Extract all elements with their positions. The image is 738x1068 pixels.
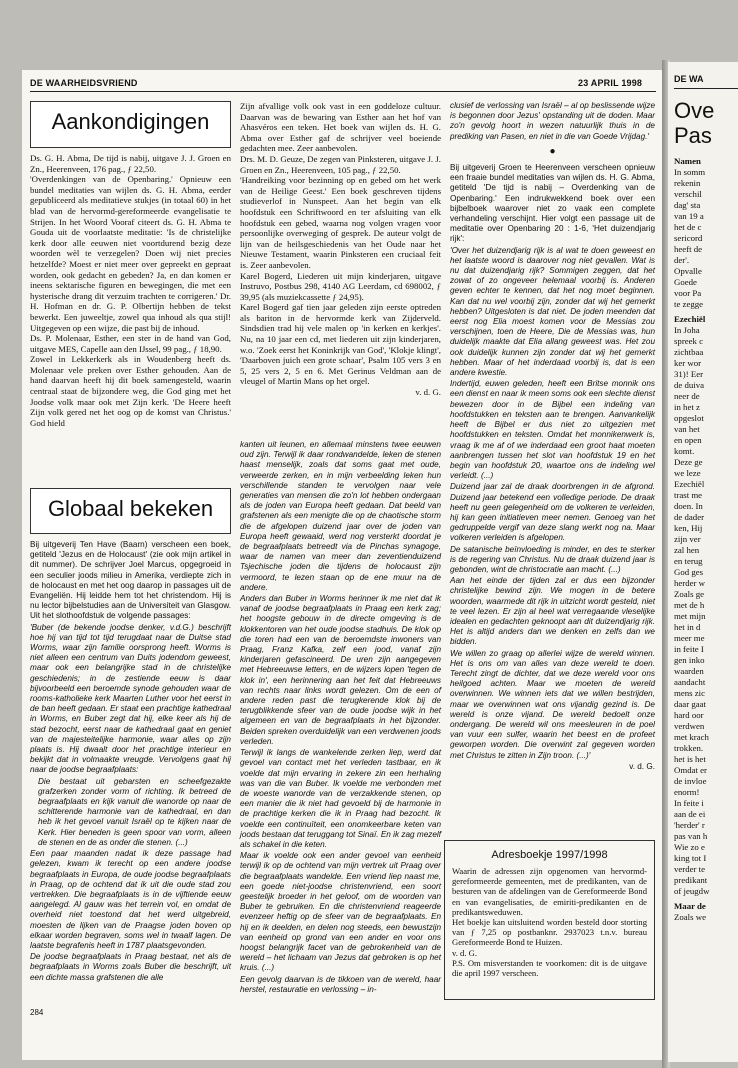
adresboekje-box xyxy=(444,840,655,1000)
next-page-line: Ezechiël xyxy=(674,479,705,489)
header-date: 23 APRIL 1998 xyxy=(578,78,643,88)
next-page-line: God ges xyxy=(674,567,704,577)
paragraph: Bij uitgeverij Groen te Heerenveen verscheen opnieuw een fraaie bundel meditaties van wijlen ds. H. G. Abma, getiteld 'De tijd is nabij – Overdenking van de Openbaring.' Een indrukwekkend boek over een bijbelboek waarover niet zo vaak een complete verhandeling verschijnt. Hier volgt een passage uit de meditatie over Openbaring 20 : 1-6, 'Het duizendjarig rijk': xyxy=(450,163,655,244)
next-page-line: met mijn xyxy=(674,611,706,621)
quote-paragraph: De joodse begraafplaats in Praag bestaat, net als de begraafplaats in Worms zoals Buber die beschrijft, uit een dichte massa grafstenen die alle xyxy=(30,952,231,982)
next-page-line: trokken. xyxy=(674,743,704,753)
quote-paragraph: Duizend jaar zal de draak doorbrengen in de afgrond. Duizend jaar betekend een volledige periode. De draak heeft nu geen gelegenheid om de volkeren te verleiden, hij kan geen initiatieven meer nemen. Genoeg van het gedruppelde vergif van deze slang werkt nog na. Maar volkeren verleiden is afgelopen. xyxy=(450,482,655,543)
next-page-line: de dader xyxy=(674,512,705,522)
paragraph: Drs. M. D. Geuze, De zegen van Pinksteren, uitgave J. J. Groen en Zn., Heerenveen, 105 pag., ƒ 22,50. xyxy=(240,153,441,175)
next-page-line: verschil xyxy=(674,189,702,199)
next-page-line: Wie zo e xyxy=(674,842,705,852)
quote-paragraph: De satanische beïnvloeding is minder, en des te sterker is de regering van Christus. Nu de draak duizend jaar is gebonden, wint de christocratie aan macht. (...) xyxy=(450,544,655,574)
paragraph: Karel Bogerd gaf tien jaar geleden zijn eerste optreden als bariton in de hervormde kerk van Zijderveld. Sindsdien trad hij vele malen op 'in kerken en kerkjes'. Nu, na 10 jaar een cd, met liederen uit zijn kinderjaren, w.o. 'Zoek eerst het Koninkrijk van God', 'Klokje klingt', 'Daarboven juich een grote schaar', Psalm 105 vers 3 en 5, 25 vers 2, 5 en 6. Met Gerinus Veldman aan de vleugel of Martin Mans op het orgel. xyxy=(240,302,441,387)
next-page-line: ken, Hij xyxy=(674,523,703,533)
paragraph: 'Overdenkingen van de Openbaring.' Opnieuw een bundel meditaties van wijlen ds. G. H. Abma, eerder gepubliceerd als meditatieve stukjes (in totaal 60) in het blad van de hervormd-gereformeerde evangelisatie te Strijen. In het Woord Vooraf citeert ds. G. H. Abma te Gouda uit de voorlaatste meditatie: 'Is de christelijke kerk door alle eeuwen niet voortdurend bezig deze woorden wèl te verzegelen? Doen wij niet precies hetzelfde? Moest er niet meer over gepreekt en gepraat worden, ook gedacht en gebeden? Ja, en dan komen er ineens sektarische figuren en bewegingen, die met een hysterische drang dit verzuim trachten te corrigeren.' Dr. H. Hofman en dr. G. P. Olbertijn hebben de tekst bewerkt. Een juweeltje, zowel qua inhoud als qua stijl! Uitgegeven op een wijze, die past bij de inhoud. xyxy=(30,174,231,333)
next-page-line: te zegge xyxy=(674,299,704,309)
next-page-line: het is het xyxy=(674,754,706,764)
next-page-line: zijn ver xyxy=(674,534,701,544)
quote-paragraph: Een gevolg daarvan is de tikkoen van de wereld, haar herstel, restauratie en verlossing – in- xyxy=(240,974,441,994)
paragraph: Ds. G. H. Abma, De tijd is nabij, uitgave J. J. Groen en Zn., Heerenveen, 176 pag., ƒ 22,50. xyxy=(30,153,231,174)
next-page-line: van 19 a xyxy=(674,211,704,221)
next-page-line: aandacht xyxy=(674,677,706,687)
next-page-line: meer me xyxy=(674,633,705,643)
quote-paragraph: We willen zo graag op allerlei wijze de wereld winnen. Het is ons om van alles van deze wereld te doen. Terecht zingt de dichter, dat we deze wereld voor ons heilgoed achten. Maar we moeten de wereld overwinnen. We winnen iets dat we willen bestrijden, maar we overwinnen wat ons vijandig gezind is. De wereld is onze vijand. De wereld bedoelt onze ondergang. De wereld wil ons meesleuren in de poel van vuur een sulfer, waarin het beest en de profeet geworpen worden. Die overwint zal gegeven worden met Christus te zitten in Zijn troon. (...)' xyxy=(450,648,655,760)
paragraph: Zijn afvallige volk ook vast in een goddeloze cultuur. Daarvan was de bewaring van Esther aan het hof van Ahasvéros een teken. Het boek van wijlen ds. H. G. Abma over Esther gaf de schrijver veel boeiende gedachten mee. Zeer aanbevolen. xyxy=(240,101,441,154)
next-page-line: Deze ge xyxy=(674,457,703,467)
next-page-line: met de h xyxy=(674,600,705,610)
next-page-line: of jeugdw xyxy=(674,886,710,896)
quote-paragraph: clusief de verlossing van Israël – al op beslissende wijze is begonnen door Jezus' opstanding uit de doden. Maar zo'n gevolg hoort in wezen natuurlijk thuis in de prediking van Pasen, en niet in die van Goede Vrijdag.' xyxy=(450,101,655,141)
next-page-line: In feite i xyxy=(674,798,704,808)
next-page-line: enorm! xyxy=(674,787,700,797)
next-page-line: verder te xyxy=(674,864,706,874)
next-page-line: ker wor xyxy=(674,358,702,368)
paragraph: Bij uitgeverij Ten Have (Baarn) verscheen een boek, getiteld 'Jezus en de Holocaust' (zie ook mijn artikel in dit nummer). De schrijver Joel Marcus, opgegroeid in een seculier joods milieu in Amerika, verdiepte zich in de holocaust en met het oog daarop in passages uit de Evangeliën. Hij leidde hem tot het christendom. Hij is nu lector bijbelstudies aan de Universiteit van Glasgow. Uit het slothoofdstuk de volgende passages: xyxy=(30,540,231,621)
column-3 xyxy=(450,101,655,773)
next-page-line: Opvalle xyxy=(674,266,702,276)
next-page-title: Ove Pas xyxy=(674,98,715,148)
quote-paragraph: 'Over het duizendjarig rijk is al wat te doen geweest en het laatste woord is daarover nog niet gevallen. Wat is nu dat duizendjarig rijk? Sommigen zeggen, dat het zowat of zo ongeveer helemaal voorbij is. Anderen geven echter te kennen, dat het nog moet beginnen. Kan dat nu wel voorbij zijn, zonder dat wij het gemerkt hebben? Uitgesloten is dat niet. De joden meenden dat eerst nog Elia moest komen voor de Messias zou verschijnen, toen de Heere, Die de Messias was, hun duidelijk maakte dat Elia allang geweest was. Het zou ook duidelijk kunnen zijn zonder dat wij het gemerkt hebben. Maar of het inderdaad voorbij is, dat is een andere kwestie. xyxy=(450,245,655,378)
section-title-aankondigingen: Aankondigingen xyxy=(30,101,231,148)
next-page-line: In Joha xyxy=(674,325,700,335)
quote-paragraph: Indertijd, euwen geleden, heeft een Britse monnik ons een dienst en naar ik meen soms ook een slechte dienst bewezen door in de Bijbel een indeling van hoofdstukken en teksten aan te brengen. Aanvankelijk heeft de Bijbel er dus niet zo uitgezien met hoofdstukken en teksten. Omdat het monnikenwerk is, vraag ik me af of we inderdaad een groot haat moeten aanbrengen tussen het slot van hoofdstuk 19 en het begin van hoofdstuk 20, waartoe ons de indeling wel verleidt. (...) xyxy=(450,379,655,481)
next-page-line: we leze xyxy=(674,468,701,478)
aankondigingen-column-2 xyxy=(240,101,441,398)
next-page-line: Zoals ge xyxy=(674,589,705,599)
next-page-line: zal hen xyxy=(674,545,700,555)
next-page-line: sericord xyxy=(674,233,703,243)
page-number: 284 xyxy=(30,1008,44,1017)
next-page-line: heeft de xyxy=(674,244,703,254)
globaal-column-1 xyxy=(30,540,231,984)
paragraph: 'Handreiking voor bezinning op en gebed om het werk van de Heilige Geest.' Een boek geschreven tijdens studieverlof in Nunspeet. Aan het begin van elk hoofdstuk een Schriftwoord en ter afsluiting van elk hoofdstuk een gebed, waarna nog volgen vragen voor persoonlijke overweging of gesprek. De auteur volgt de lijn van de heilsgeschiedenis van het Oude naar het Nieuwe Testament, waarin Pinksteren een cruciaal feit is. Zeer aanbevolen. xyxy=(240,175,441,270)
next-page-line: herder w xyxy=(674,578,706,588)
quote-paragraph: Maar ik voelde ook een ander gevoel van eenheid terwijl ik op de ochtend van mijn vertrek uit Praag over die begraafplaats wandelde. Een vriend liep naast me, een goede niet-joodse christenvriend, een soort geestelijk broeder in het geloof, om de woorden van Buber te gebruiken. En die christenvriend reageerde evenzeer heftig op de sfeer van de begraafplaats. En hij en ik deelden, en delen nog steeds, een bewustzijn van eenheid op grond van een ander en voor ons hoogst belangrijk facet van de gebrokenheid van de wereld – het lichaam van Jezus dat gebroken is op het kruis. (...) xyxy=(240,851,441,973)
next-page-line: het in d xyxy=(674,622,701,632)
next-page-header: DE WA xyxy=(674,74,704,84)
next-page-line: daar gaat xyxy=(674,699,706,709)
indented-quote: Die bestaat uit gebarsten en scheefgezakte grafzerken zonder vorm of richting. Ik betreed de begraafplaats en kijk vanuit die wanorde op naar de schitterende harmonie van de kathedraal, en dan heb ik het gevoel vanuit Israël op te kijken naar de Kerk. Hier beneden is geen spoor van vorm, alleen de stenen en de as onder die stenen. (...) xyxy=(38,776,231,847)
header-rule xyxy=(30,91,656,92)
next-page-line: rekenin xyxy=(674,178,701,188)
paragraph: Ds. P. Molenaar, Esther, een ster in de hand van God, uitgave MES, Capelle aan den IJssel, 99 pag., ƒ 18,90. xyxy=(30,333,231,354)
next-page-line: gen inko xyxy=(674,655,705,665)
next-page-line: predikant xyxy=(674,875,708,885)
signature: v. d. G. xyxy=(629,761,655,771)
next-page-line: hard oor xyxy=(674,710,704,720)
quote-paragraph: Anders dan Buber in Worms herinner ik me niet dat ik vanaf de joodse begraafplaats in Praag een kerk zag; het hoogste gebouw in de directe omgeving is de klokkentoren van het oude joodse stadhuis. De klok op die toren had een van de beroemdste inwoners van Praag, Franz Kafka, zelf een jood, vanaf zijn kinderjaren gefascineerd. De uren zijn aangegeven met Hebreeuwse letters, en de wijzers lopen 'tegen de klok in', een herinnering aan het feit dat Hebreeuws van rechts naar links wordt gelezen. Om de een of andere reden past die terugkerende klok bij de terugblikkende sfeer van de oude joodse wijk in het algemeen en van de begraafplaats in het bijzonder. Beiden spreken overduidelijk van een verdwenen joods verleden. xyxy=(240,594,441,746)
next-page-line: in feite I xyxy=(674,644,704,654)
quote-paragraph: Een paar maanden nadat ik deze passage had gelezen, kwam ik terecht op een andere joodse begraafplaats in Europa, de oude joodse begraafplaats in Praag, op de ochtend dat ik uit die oude stad zou vertrekken. Die begraafplaats is in de vijftiende eeuw aangelegd. Al gauw was het terrein vol, en omdat de overheid niet toestond dat het werd uitgebreid, moesten de lijken van de Praagse joden boven op elkaar worden begraven, soms wel in twaalf lagen. De laatste begrafenis heeft in 1787 plaatsgevonden. xyxy=(30,849,231,950)
running-header: DE WAARHEIDSVRIEND xyxy=(30,78,138,88)
next-page-line: de invloe xyxy=(674,776,707,786)
adresboekje-title: Adresboekje 1997/1998 xyxy=(491,849,608,861)
next-page-line: doen. In xyxy=(674,501,703,511)
next-page-line: In somm xyxy=(674,167,706,177)
next-page-line: opgeslot xyxy=(674,413,704,423)
next-page-line: en terug xyxy=(674,556,703,566)
next-page xyxy=(668,62,738,1062)
section-title-globaal-bekeken: Globaal bekeken xyxy=(30,488,231,534)
next-page-line: der'. xyxy=(674,255,690,265)
next-page-line: van het xyxy=(674,424,700,434)
next-page-line: en open xyxy=(674,435,702,445)
paragraph: Karel Bogerd, Liederen uit mijn kinderjaren, uitgave Instruvo, Postbus 298, 4140 AG Leerdam, cd 698002, ƒ 39,95 (als muziekcassette ƒ 24,95). xyxy=(240,270,441,302)
next-page-line: dag' sta xyxy=(674,200,701,210)
next-page-line: Omdat er xyxy=(674,765,707,775)
quote-paragraph: kanten uit leunen, en allemaal minstens twee eeuwen oud zijn. Terwijl ik daar rondwandelde, leken de stenen haast menselijk, zoals dat soms gaat met oude, verweerde zerken, en in mijn verbeelding leken hun verschillende standen te vervolgen naar vele generaties van mensen die zo'n lot hebben ondergaan als de joden van Europa heeft gedaan. Dat beeld van grafstenen als een menigte die op de chaotische storm die de afgelopen duizend jaar over de joden van Europa heeft gewaaid, werd nog versterkt doordat je de begraafplaats betreedt via de Pinchas synagoge, waar de namen van meer dan zeventienduizend Tsjechische joden die tijdens de holocaust zijn vermoord, te lezen staan op de ene muur na de andere. xyxy=(240,440,441,592)
next-page-line: komt. xyxy=(674,446,695,456)
next-page-line: zichtbaa xyxy=(674,347,704,357)
paragraph: Zowel in Lekkerkerk als in Woudenberg heeft ds. Molenaar vele preken over Esther gehouden. Aan de hand daarvan heeft hij dit boek samengesteld, waarin centraal staat de bijzondere weg, die God ging met het Joodse volk maar ook met Zijn kerk. 'De Heere heeft Zijn volk gered net het oog op de komst van Christus.' God hield xyxy=(30,354,231,428)
next-page-line: met krach xyxy=(674,732,709,742)
next-page-line: Namen xyxy=(674,156,701,166)
next-page-line: aan de ei xyxy=(674,809,706,819)
next-page-line: de duiva xyxy=(674,380,705,390)
next-page-line: spreek c xyxy=(674,336,704,346)
next-page-line: 31)! Eer xyxy=(674,369,704,379)
next-page-line: neer de xyxy=(674,391,700,401)
quote-paragraph: 'Buber (de bekende joodse denker, v.d.G.) beschrijft hoe hij van tijd tot tijd terugdaat naar de Duitse stad Worms, waar zijn familie oorsprong heeft. Worms is niet alleen een centrum van Duits jodendom geweest, maar ook een belangrijke stad in de christelijke geschiedenis; in de zestiende eeuw is daar bijvoorbeeld een beroemde synode gehouden waar de rooms-katholieke kerk Maarten Luther voor het eerst in de ban heeft gedaan. Er staat een prachtige kathedraal in Worms, en Buber zegt dat hij, elke keer als hij de stad bezocht, eerst naar de kathedraal gaat en geniet van de majesteitelijke harmonie, waar alles op zijn plaats is. Hij dwaalt door het prachtige interieur en bekijkt dat in volmaakte vreugde. Vervolgens gaat hij naar de joodse begraafplaats: xyxy=(30,622,231,775)
section-divider-bullet: ● xyxy=(549,145,556,157)
next-page-line: trast me xyxy=(674,490,703,500)
adresboekje-text: Waarin de adressen zijn opgenomen van hervormd-gereformeerde gemeenten, met de predikanten, van de besturen van de afdelingen van de Gereformeerde Bond en van evangelisaties, de emiriti-predikanten en de predikantsweduwen. Het boekje kan uitsluitend worden besteld door storting van ƒ 7,25 op postbanknr. 2937023 t.n.v. bureau Gereformeerde Bond te Huizen. v. d. G. P.S. Om misverstanden te voorkomen: dit is de uitgave die april 1997 verscheen. xyxy=(452,866,647,979)
next-page-line: pas van h xyxy=(674,831,708,841)
aankondigingen-column-1 xyxy=(30,153,231,428)
quote-paragraph: Terwijl ik langs de wankelende zerken liep, werd dat gevoel van contact met het verleden tastbaar, en ik voelde dat mijn ervaring in zekere zin een herhaling was van die van Buber. Ik voelde me verbonden met de woeste wanorde van de verzakkende stenen, op een manier die ik niet had gevoeld bij de harmonie in de prachtige kerken die ik in Praag had bezocht. Ik voelde een continuïteit, een onomkeerbare keten van joods bestaan dat teruggang tot Sinaï. En ik zag mezelf als schakel in die keten. xyxy=(240,748,441,849)
next-page-line: Maar de xyxy=(674,901,706,911)
next-page-line: waarden xyxy=(674,666,704,676)
next-page-line: Goede xyxy=(674,277,697,287)
signature: v. d. G. xyxy=(415,387,441,398)
next-page-line: verdwen xyxy=(674,721,705,731)
next-page-rule xyxy=(674,88,738,89)
next-page-line: mens zic xyxy=(674,688,706,698)
globaal-column-2 xyxy=(240,440,441,996)
next-page-line: het de c xyxy=(674,222,702,232)
next-page-line: Ezechiël xyxy=(674,314,706,324)
next-page-line: voor Pa xyxy=(674,288,702,298)
next-page-line: Zoals we xyxy=(674,912,707,922)
next-page-line: in het z xyxy=(674,402,700,412)
next-page-line: 'herder' r xyxy=(674,820,705,830)
next-page-line: king tot I xyxy=(674,853,707,863)
quote-paragraph: Aan het einde der tijden zal er dus een bijzonder christelijke bewind zijn. We mogen in de betere woorden, waarmede dit rijk in uitzicht wordt gesteld, niet te veel lezen. Er zijn al heel wat verregaande vleselijke idealen en gedachten geknoopt aan dit duizendjarig rijk. Het is altijd anders dan we denken en zelfs dan we bidden. xyxy=(450,576,655,647)
